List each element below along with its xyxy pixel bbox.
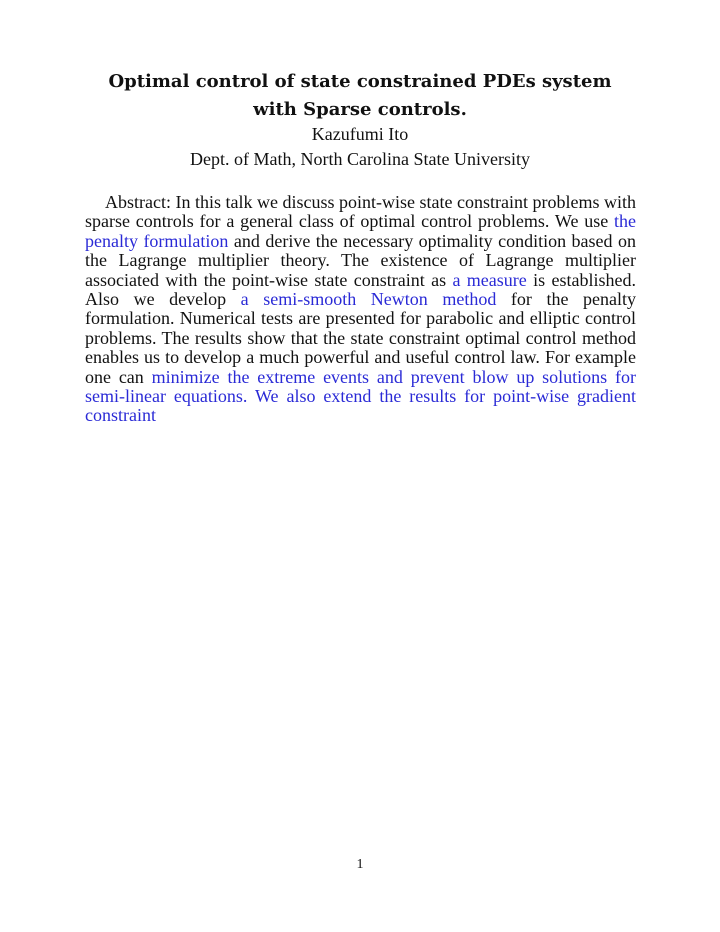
- author-affiliation: Dept. of Math, North Carolina State University: [190, 149, 530, 169]
- abstract-text-2: and derive the necessary optimality condition based on the Lagrange multiplier theory. The existence of Lagrange multiplier associated with the point-wise state constraint as: [85, 230, 637, 290]
- paper-title: [0, 68, 720, 124]
- title-line-2: with Sparse controls.: [253, 99, 467, 120]
- link-minimize-extreme-events[interactable]: minimize the extreme events and prevent blow up solutions for semi-linear equations.: [85, 366, 637, 407]
- title-line-1: Optimal control of state constrained PDEs system: [108, 71, 612, 92]
- link-semi-smooth-newton[interactable]: a semi-smooth Newton method: [240, 289, 497, 310]
- author-name: Kazufumi Ito: [311, 124, 409, 144]
- abstract-text-3: is established. Also we develop: [85, 269, 636, 310]
- link-a-measure[interactable]: a measure: [452, 269, 527, 290]
- abstract-text-4: for the penalty formulation. Numerical tests are presented for parabolic and elliptic control problems. The results show that the state constraint optimal control method enables us to develop a much powerful and useful control law. For example one can: [85, 289, 636, 387]
- abstract-paragraph: [85, 193, 636, 426]
- page-number: 1: [356, 857, 364, 872]
- link-gradient-constraint[interactable]: We also extend the results for point-wise gradient constraint: [85, 386, 636, 426]
- link-penalty-formulation[interactable]: the penalty formulation: [85, 211, 636, 251]
- abstract-text-5: [247, 386, 255, 406]
- abstract-text-1: Abstract: In this talk we discuss point-wise state constraint problems with sparse controls for a general class of optimal control problems. We use: [85, 192, 636, 232]
